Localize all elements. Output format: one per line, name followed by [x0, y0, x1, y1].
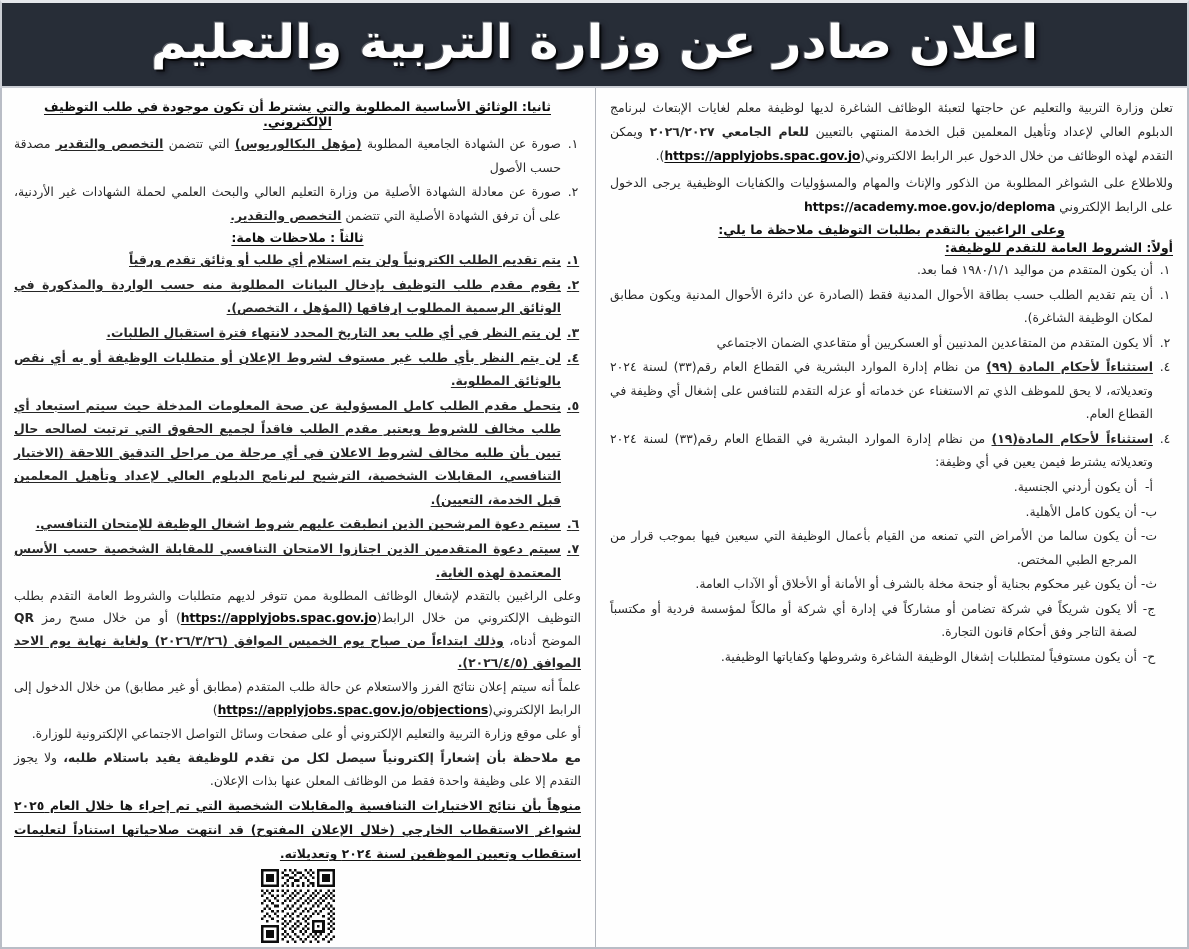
condition-text: من نظام إدارة الموارد البشرية في القطاع العام رقم(٣٣) لسنة ٢٠٢٤ وتعديلاته، لا يحق للموظف الذي تم الاستغناء عن خدماته أو عزله التقدم للتنافس على إشغال أي وظيفة في القطاع العام. — [610, 359, 1153, 422]
academy-link[interactable]: https://academy.moe.gov.jo/deploma — [804, 198, 1056, 214]
document-text-b: التي تتضمن — [168, 136, 230, 151]
application-paragraph — [14, 585, 581, 674]
sub-condition-text: أن يكون كامل الأهلية. — [1025, 503, 1137, 519]
qr-label: QR — [14, 610, 35, 626]
condition-item — [610, 355, 1173, 426]
major-and-grade: التخصص والتقدير. — [230, 207, 342, 223]
announcement-body — [0, 88, 1189, 949]
document-text-a: صورة عن معادلة الشهادة الأصلية من وزارة التعليم العالي والبحث العلمي لحملة الشهادات غير الأردنية، على أن ترفق الشهادة الأصلية التي تتضمن — [14, 184, 561, 223]
objections-text-a: علماً أنه سيتم إعلان نتائج الفرز والاستعلام عن حالة طلب المتقدم (مطابق أو غير مطابق) من خلال الدخول إلى الرابط الإلكتروني( — [14, 679, 581, 717]
condition-item — [610, 258, 1173, 282]
list-marker: ٤. — [1159, 430, 1171, 446]
list-marker: ١. — [566, 252, 580, 268]
objections-text-b: ) — [212, 701, 218, 717]
article-reference: استثناءاً لأحكام المادة(١٩) — [991, 430, 1153, 446]
list-marker: ت- — [1140, 528, 1157, 544]
document-item — [14, 132, 581, 179]
sub-condition-item — [610, 597, 1173, 644]
degree-type: (مؤهل البكالوريوس) — [234, 136, 362, 151]
list-marker: ٢. — [566, 276, 580, 292]
condition-text: من نظام إدارة الموارد البشرية في القطاع العام رقم(٣٣) لسنة ٢٠٢٤ وتعديلاته يشترط فيمن يعين في أي وظيفة: — [610, 430, 1153, 470]
note-item — [14, 248, 581, 272]
apply-text-a: وعلى الراغبين بالتقدم لإشغال الوظائف المطلوبة ممن تتوفر لديهم متطلبات والشروط العامة التقدم بطلب التوظيف الإلكتروني من خلال الرابط( — [14, 588, 581, 626]
condition-item — [610, 331, 1173, 355]
note-text: يتم تقديم الطلب الكترونياً ولن يتم استلام أي طلب أو وثائق تقدم ورقياً — [129, 252, 561, 268]
list-marker: أ- — [1145, 479, 1153, 494]
document-text-a: صورة عن الشهادة الجامعية المطلوبة — [366, 136, 561, 151]
note-item — [14, 537, 581, 584]
list-marker: ٧. — [566, 541, 580, 556]
note-text: لن يتم النظر بأي طلب غير مستوف لشروط الإعلان أو متطلبات الوظيفة أو به أي نقص بالوثائق المطلوبة. — [14, 349, 561, 389]
final-note: منوهاً بأن نتائج الاختبارات التنافسية والمقابلات الشخصية التي تم إجراء ها خلال العام ٢٠٢٥ لشواغر الاستقطاب الخارجي (خلال الإعلان المفتوح) قد انتهت صلاحياتها استناداً لتعليمات استقطاب وتعيين الموظفين لسنة ٢٠٢٤ وتعديلاته. — [14, 798, 581, 862]
application-dates: وذلك ابتداءاً من صباح يوم الخميس الموافق (٢٠٢٦/٣/٢٦) ولغاية نهاية يوم الاحد الموافق (٢٠٢٦/٤/٥). — [14, 632, 581, 671]
major-and-grade: التخصص والتقدير — [55, 136, 164, 151]
document-text-wrap — [14, 180, 561, 227]
ministry-channels-paragraph: أو على موقع وزارة التربية والتعليم الإلكتروني أو على صفحات وسائل التواصل الاجتماعي الإلكترونية للوزارة. — [31, 726, 581, 742]
list-marker: ٢. — [567, 184, 579, 200]
sub-condition-item — [610, 645, 1173, 669]
list-marker: ٢. — [1159, 334, 1171, 350]
article-reference: استثناءاً لأحكام المادة (٩٩) — [986, 359, 1153, 375]
intro-text-b: ويمكن التقدم لهذه الوظائف من خلال الدخول عبر الرابط الالكتروني( — [610, 124, 1173, 164]
sub-condition-item — [610, 475, 1173, 499]
list-marker: ج- — [1142, 600, 1156, 616]
intro-paragraph-1 — [610, 96, 1173, 169]
intro-text-a: تعلن وزارة التربية والتعليم عن حاجتها لتعبئة الوظائف الشاغرة لديها لوظيفة معلم لغايات الإبتعاث لبرنامج الدبلوم العالي لإعداد وتأهيل المعلمين قبل الخدمة المنتهي بالتعيين — [610, 100, 1173, 140]
list-marker: ٣. — [566, 324, 580, 340]
apply-text-b: ) أو من خلال مسح رمز — [41, 610, 181, 626]
note-item — [14, 512, 581, 536]
notification-paragraph — [14, 747, 581, 792]
qr-code-container — [14, 869, 581, 943]
list-marker: ١. — [1159, 261, 1171, 277]
condition-item — [610, 283, 1173, 330]
section-second-heading: ثانيا: الوثائق الأساسية المطلوبة والتي يشترط أن تكون موجودة في طلب التوظيف الإلكتروني. — [43, 99, 551, 129]
note-text: يتحمل مقدم الطلب كامل المسؤولية عن صحة المعلومات المدخلة حيث سيتم استبعاد أي طلب مخالف للشروط ويعتبر مقدم الطلب فاقداً لجميع الحقوق التي ترتبت لصالحه حال تبين بأن طلبه مخالف لشروط الاعلان في أي مرحلة من مراحل التدقيق اللاحقة (الاختبار التنافسي، المقابلات الشخصية، الترشيح لبرنامج الدبلوم العالي لإعداد وتأهيل المعلمين قبل الخدمة، التعيين). — [14, 397, 561, 507]
notification-rest: ولا يجوز التقدم إلا على وظيفة واحدة فقط من الوظائف المعلن عنها بذات الإعلان. — [14, 750, 581, 788]
sub-condition-text: أن يكون مستوفياً لمتطلبات إشغال الوظيفة الشاغرة وشروطها وكفاياتها الوظيفية. — [720, 648, 1137, 664]
list-marker: ١. — [567, 136, 579, 151]
section-first-heading: أولاً: الشروط العامة للتقدم للوظيفة: — [944, 239, 1173, 255]
note-item — [14, 394, 581, 512]
note-item — [14, 321, 581, 345]
list-marker: ٤. — [566, 349, 580, 365]
sub-condition-text: أن يكون أردني الجنسية. — [1013, 479, 1137, 494]
intro-text-c: ). — [655, 148, 665, 164]
objections-link[interactable]: https://applyjobs.spac.gov.jo/objections — [217, 701, 489, 717]
note-text: سيتم دعوة المتقدمين الذين اجتازوا الامتحان التنافسي للمقابلة الشخصية حسب الأسس المعتمدة لهذه الغاية. — [14, 541, 561, 580]
note-text: سيتم دعوة المرشحين الذين انطبقت عليهم شروط اشغال الوظيفة للإمتحان التنافسي. — [35, 516, 561, 532]
list-marker: ٥. — [566, 397, 580, 413]
note-item — [14, 346, 581, 393]
page-title: اعلان صادر عن وزارة التربية والتعليم — [150, 15, 1039, 70]
condition-item — [610, 427, 1173, 474]
applyjobs-link[interactable]: https://applyjobs.spac.gov.jo — [180, 610, 377, 626]
sub-condition-item — [610, 500, 1173, 524]
sub-condition-item — [610, 524, 1173, 571]
objections-paragraph — [14, 676, 581, 721]
condition-text-wrap — [610, 355, 1153, 426]
list-marker: ث- — [1140, 576, 1157, 592]
header-banner — [0, 0, 1189, 88]
condition-text: ألا يكون المتقدم من المتقاعدين المدنيين أو العسكريين أو متقاعدي الضمان الاجتماعي — [716, 334, 1153, 350]
list-marker: ب- — [1140, 503, 1157, 519]
sub-condition-text: ألا يكون شريكاً في شركة تضامن أو مشاركاً في إدارة أي شركة أو مالكاً لمؤسسة فردية أو مكتسباً لصفة التاجر وفق أحكام قانون التجارة. — [610, 600, 1137, 640]
right-column — [595, 88, 1187, 947]
applyjobs-link[interactable]: https://applyjobs.spac.gov.jo — [664, 148, 861, 164]
sub-condition-text: أن يكون سالما من الأمراض التي تمنعه من القيام بأعمال الوظيفة التي سيعين فيها بموجب قرار من المرجع الطبي المختص. — [610, 528, 1137, 567]
notification-bold: مع ملاحظة بأن إشعاراً إلكترونياً سيصل لكل من تقدم للوظيفة يفيد باستلام طلبه، — [63, 750, 581, 766]
note-text: لن يتم النظر في أي طلب بعد التاريخ المحدد لانتهاء فترة استقبال الطلبات. — [106, 324, 561, 340]
qr-code-icon[interactable] — [261, 869, 335, 943]
condition-text-wrap — [610, 427, 1153, 474]
condition-text: أن يتم تقديم الطلب حسب بطاقة الأحوال المدنية فقط (الصادرة عن دائرة الأحوال المدنية ويكون مطابق لمكان الوظيفة الشاغرة). — [610, 286, 1153, 326]
apply-text-c: الموضح أدناه، — [509, 632, 581, 648]
academic-year: للعام الجامعي ٢٠٢٦/٢٠٢٧ — [649, 124, 809, 140]
list-marker: ٦. — [566, 516, 580, 532]
note-item — [14, 273, 581, 320]
notice-heading: وعلى الراغبين بالتقدم بطلبات التوظيف ملاحظة ما يلي: — [718, 221, 1065, 237]
document-item — [14, 180, 581, 227]
intro-paragraph-2 — [610, 171, 1173, 219]
list-marker: ٤. — [1159, 359, 1171, 375]
list-marker: ١. — [1159, 286, 1171, 302]
document-text-c: مصدقة حسب الأصول — [14, 136, 561, 175]
document-text-wrap — [14, 132, 561, 179]
intro-text-2: وللاطلاع على الشواغر المطلوبة من الذكور والإناث والمهام والمسؤوليات والكفايات الوظيفية يرجى الدخول على الرابط الإلكتروني — [610, 174, 1173, 214]
left-column — [0, 88, 595, 947]
condition-text: أن يكون المتقدم من مواليد ١٩٨٠/١/١ فما بعد. — [916, 261, 1153, 277]
sub-condition-text: أن يكون غير محكوم بجناية أو جنحة مخلة بالشرف أو الأمانة أو الأخلاق أو الآداب العامة. — [695, 576, 1137, 592]
sub-condition-item — [610, 572, 1173, 596]
note-text: يقوم مقدم طلب التوظيف بإدخال البيانات المطلوبة منه حسب الواردة والمذكورة في الوثائق الرسمية المطلوب إرفاقها (المؤهل ، التخصص). — [14, 276, 561, 316]
section-third-heading: ثالثاً : ملاحظات هامة: — [231, 230, 364, 246]
list-marker: ح- — [1142, 648, 1156, 664]
